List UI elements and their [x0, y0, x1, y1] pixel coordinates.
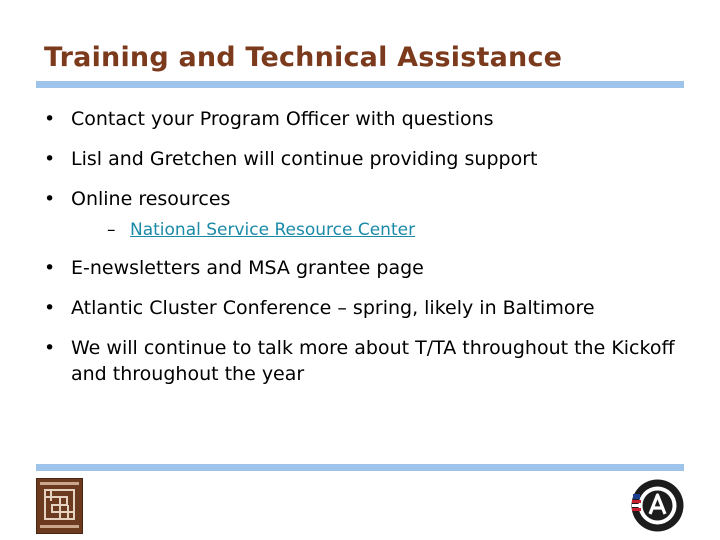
- bullet-item: [44, 186, 684, 242]
- sub-bullet-dash: –: [107, 220, 116, 240]
- bullet-text: Online resources: [71, 188, 231, 210]
- bullet-glyph: •: [44, 337, 56, 359]
- footer-divider: [36, 464, 684, 471]
- sub-bullet-item: [71, 218, 684, 242]
- bullet-text: E-newsletters and MSA grantee page: [71, 257, 424, 279]
- bullet-glyph: •: [44, 257, 56, 279]
- americorps-logo-icon: [630, 478, 685, 533]
- title-divider: [36, 81, 684, 88]
- slide-title: Training and Technical Assistance: [44, 42, 563, 73]
- bullet-glyph: •: [44, 108, 56, 130]
- bullet-text: Lisl and Gretchen will continue providing support: [71, 148, 538, 170]
- bullet-glyph: •: [44, 297, 56, 319]
- bullet-text: Contact your Program Officer with questions: [71, 108, 494, 130]
- bullet-item: [44, 335, 684, 387]
- bullet-text: Atlantic Cluster Conference – spring, likely in Baltimore: [71, 297, 595, 319]
- bullet-item: [44, 146, 684, 172]
- bullet-list: [44, 106, 684, 387]
- massachusetts-service-alliance-logo-icon: [36, 478, 83, 534]
- bullet-text: We will continue to talk more about T/TA throughout the Kickoff and throughout the year: [71, 337, 675, 385]
- national-service-resource-center-link[interactable]: National Service Resource Center: [130, 220, 416, 240]
- bullet-glyph: •: [44, 188, 56, 210]
- bullet-item: [44, 106, 684, 132]
- bullet-glyph: •: [44, 148, 56, 170]
- bullet-item: [44, 295, 684, 321]
- bullet-item: [44, 255, 684, 281]
